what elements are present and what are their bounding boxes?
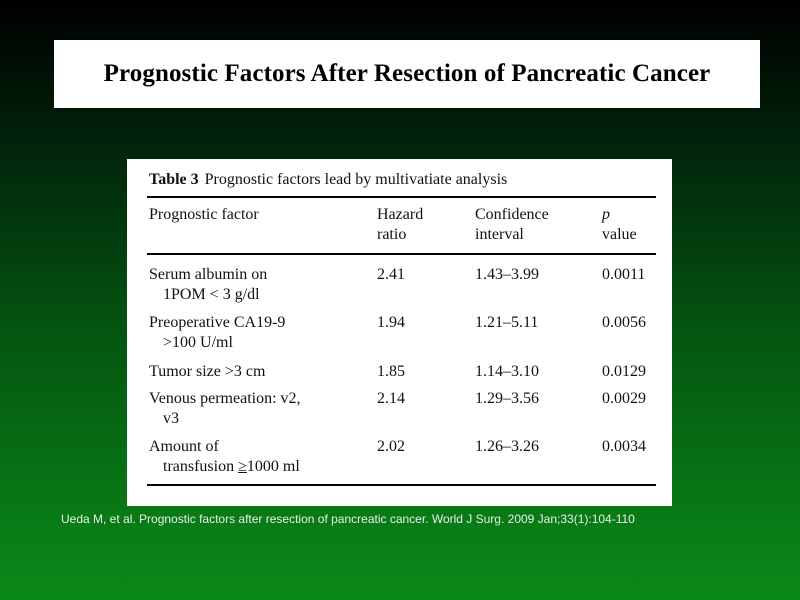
- table-row-factor: Preoperative CA19-9 >100 U/ml: [149, 314, 286, 351]
- table-caption-text: Prognostic factors lead by multivatiate analysis: [204, 171, 508, 188]
- citation-text: Ueda M, et al. Prognostic factors after resection of pancreatic cancer. World J Surg. 2009 Jan;33(1):104-110: [61, 512, 635, 526]
- table-row-hazard: 1.94: [377, 314, 405, 331]
- table-row-factor: Serum albumin on 1POM < 3 g/dl: [149, 266, 268, 303]
- header-prognostic-factor: Prognostic factor: [149, 206, 259, 223]
- header-hazard-ratio: Hazard ratio: [377, 206, 424, 243]
- table-caption: [149, 171, 507, 189]
- table-row-hazard: 1.85: [377, 363, 405, 380]
- header-p-value: p value: [602, 206, 637, 243]
- table-row-factor: Amount of transfusion ≥1000 ml: [149, 438, 300, 475]
- slide-title-box: [54, 40, 760, 108]
- table-row-ci: 1.14–3.10: [475, 363, 539, 380]
- table-row-ci: 1.21–5.11: [475, 314, 539, 331]
- table-row-p: 0.0129: [602, 363, 646, 380]
- table-row-p: 0.0056: [602, 314, 646, 331]
- table-row-ci: 1.43–3.99: [475, 266, 539, 283]
- table-top-rule: [147, 196, 656, 198]
- table-row-hazard: 2.41: [377, 266, 405, 283]
- slide-title: Prognostic Factors After Resection of Pancreatic Cancer: [103, 60, 711, 87]
- table-row-hazard: 2.02: [377, 438, 405, 455]
- table-row-hazard: 2.14: [377, 390, 405, 407]
- table-caption-number: Table 3: [149, 171, 199, 188]
- table-header-rule: [147, 253, 656, 255]
- table-row-factor: Tumor size >3 cm: [149, 363, 266, 380]
- table-row-ci: 1.26–3.26: [475, 438, 539, 455]
- header-confidence-interval: Confidence interval: [475, 206, 549, 243]
- table-row-factor: Venous permeation: v2, v3: [149, 390, 301, 427]
- table-row-p: 0.0034: [602, 438, 646, 455]
- table-row-p: 0.0029: [602, 390, 646, 407]
- table-row-ci: 1.29–3.56: [475, 390, 539, 407]
- table-panel: [127, 159, 672, 506]
- table-row-p: 0.0011: [602, 266, 646, 283]
- table-bottom-rule: [147, 484, 656, 486]
